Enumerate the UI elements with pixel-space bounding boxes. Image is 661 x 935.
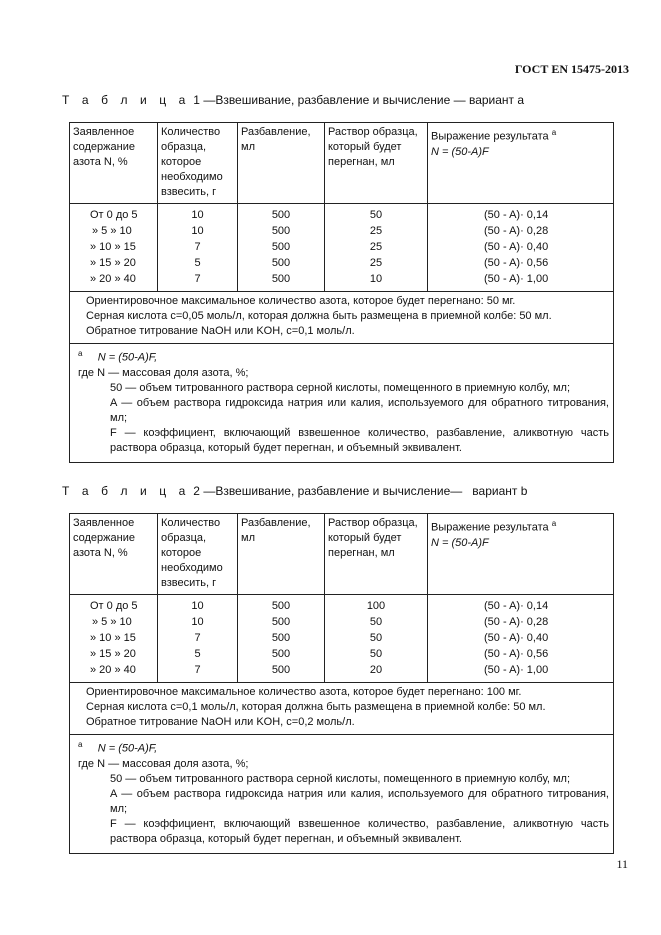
note-line: Серная кислота c=0,1 моль/л, которая должна быть размещена в приемной колбе: 50 мл. — [86, 701, 546, 713]
col-distilled — [325, 595, 428, 682]
table-footnote — [70, 735, 613, 853]
page-number: 11 — [616, 857, 628, 871]
table-cell: (50 - A)· 1,00 — [484, 664, 549, 676]
table-cell: » 20 » 40 — [90, 664, 136, 676]
table-2-caption: Т а б л и ц а 2 —Взвешивание, разбавление и вычисление— вариант b — [62, 484, 528, 498]
col-dilution — [238, 204, 325, 291]
table-cell: 7 — [194, 664, 201, 676]
table-cell: (50 - A)· 0,56 — [484, 648, 549, 660]
header-dilution: Разбавление, мл — [238, 123, 325, 203]
header-distilled: Раствор образца, который будет перегнан, мл — [325, 514, 428, 594]
footnote-where: где N — массовая доля азота, %; — [78, 366, 249, 379]
table-cell: 20 — [369, 664, 383, 676]
table-cell: 50 — [369, 632, 383, 644]
header-mass: Количество образца, которое необходимо взвесить, г — [158, 514, 238, 594]
table-cell: 500 — [271, 616, 291, 628]
table-cell: 10 — [191, 600, 204, 612]
table-1 — [69, 122, 614, 463]
footnote-50: 50 — объем титрованного раствора серной кислоты, помещенного в приемную колбу, мл; — [110, 772, 571, 785]
table-cell: (50 - A)· 0,28 — [484, 225, 549, 237]
note-line: Ориентировочное максимальное количество азота, которое будет перегнано: 100 мг. — [86, 686, 522, 698]
note-line: Ориентировочное максимальное количество азота, которое будет перегнано: 50 мг. — [86, 295, 516, 307]
table-cell: 7 — [194, 273, 201, 285]
table-cell: 500 — [271, 632, 291, 644]
table-1-caption: Т а б л и ц а 1 —Взвешивание, разбавление и вычисление — вариант а — [62, 93, 525, 107]
footnote-a: A — объем раствора гидроксида натрия или калия, используемого для обратного титрования, мл; — [110, 396, 609, 424]
table-cell: 500 — [271, 225, 291, 237]
table-body — [70, 204, 613, 292]
header-distilled: Раствор образца, который будет перегнан, мл — [325, 123, 428, 203]
table-cell: 50 — [369, 209, 383, 221]
table-cell: (50 - A)· 0,40 — [484, 632, 549, 644]
table-cell: 10 — [191, 225, 204, 237]
col-result — [428, 595, 613, 682]
note-line: Серная кислота c=0,05 моль/л, которая должна быть размещена в приемной колбе: 50 мл. — [86, 310, 552, 322]
table-body — [70, 595, 613, 683]
table-cell: 5 — [194, 257, 201, 269]
header-result: Выражение результата $^a$ N = (50-A)F — [431, 519, 557, 549]
table-cell: » 10 » 15 — [90, 632, 136, 644]
note-line: Обратное титрование NaOH или KOH, c=0,1 моль/л. — [86, 325, 355, 337]
table-cell: » 15 » 20 — [90, 257, 136, 269]
table-cell: 25 — [369, 241, 383, 253]
header-dilution: Разбавление, мл — [238, 514, 325, 594]
table-cell: 500 — [271, 600, 291, 612]
table-cell: 10 — [191, 209, 204, 221]
table-footnote — [70, 344, 613, 462]
table-cell: 500 — [271, 664, 291, 676]
table-cell: (50 - A)· 0,56 — [484, 257, 549, 269]
table-cell: 25 — [369, 257, 383, 269]
footnote-50: 50 — объем титрованного раствора серной кислоты, помещенного в приемную колбу, мл; — [110, 381, 571, 394]
table-cell: 100 — [366, 600, 386, 612]
footnote-a: A — объем раствора гидроксида натрия или калия, используемого для обратного титрования, мл; — [110, 787, 609, 815]
header-nitrogen: Заявленное содержание азота N, % — [70, 514, 158, 594]
table-cell: » 10 » 15 — [90, 241, 136, 253]
table-cell: 7 — [194, 241, 201, 253]
table-cell: 10 — [369, 273, 383, 285]
note-line: Обратное титрование NaOH или KOH, c=0,2 моль/л. — [86, 716, 355, 728]
table-cell: 500 — [271, 209, 291, 221]
table-cell: 500 — [271, 273, 291, 285]
table-cell: (50 - A)· 0,28 — [484, 616, 549, 628]
footnote-f: F — коэффициент, включающий взвешенное количество, разбавление, аликвотную часть раствора образца, который будет перегнан, и объемный эквивалент. — [110, 426, 609, 454]
table-cell: От 0 до 5 — [90, 600, 138, 612]
table-cell: 5 — [194, 648, 201, 660]
table-cell: (50 - A)· 0,14 — [484, 600, 549, 612]
col-distilled — [325, 204, 428, 291]
table-header — [70, 514, 613, 595]
table-cell: 10 — [191, 616, 204, 628]
table-2 — [69, 513, 614, 854]
table-header — [70, 123, 613, 204]
table-cell: » 5 » 10 — [92, 225, 132, 237]
footnote-f: F — коэффициент, включающий взвешенное количество, разбавление, аликвотную часть раствора образца, который будет перегнан, и объемный эквивалент. — [110, 817, 609, 845]
footnote-where: где N — массовая доля азота, %; — [78, 757, 249, 770]
col-mass — [158, 595, 238, 682]
table-cell: (50 - A)· 0,14 — [484, 209, 549, 221]
table-cell: 50 — [369, 648, 383, 660]
col-range — [70, 595, 158, 682]
footnote-formula: $^a$ N = (50-A)F, — [78, 349, 158, 364]
table-notes — [70, 683, 613, 735]
col-range — [70, 204, 158, 291]
col-dilution — [238, 595, 325, 682]
footnote-formula: $^a$ N = (50-A)F, — [78, 740, 158, 755]
table-cell: » 20 » 40 — [90, 273, 136, 285]
table-cell: 7 — [194, 632, 201, 644]
table-cell: 500 — [271, 257, 291, 269]
header-result: Выражение результата $^a$ N = (50-A)F — [431, 128, 557, 158]
table-cell: 50 — [369, 616, 383, 628]
document-code: ГОСТ EN 15475-2013 — [514, 62, 629, 76]
table-cell: » 5 » 10 — [92, 616, 132, 628]
table-cell: 500 — [271, 241, 291, 253]
col-mass — [158, 204, 238, 291]
table-cell: От 0 до 5 — [90, 209, 138, 221]
table-cell: 500 — [271, 648, 291, 660]
table-notes — [70, 292, 613, 344]
table-cell: 25 — [369, 225, 383, 237]
table-cell: (50 - A)· 1,00 — [484, 273, 549, 285]
header-mass: Количество образца, которое необходимо взвесить, г — [158, 123, 238, 203]
col-result — [428, 204, 613, 291]
table-cell: (50 - A)· 0,40 — [484, 241, 549, 253]
header-nitrogen: Заявленное содержание азота N, % — [70, 123, 158, 203]
table-cell: » 15 » 20 — [90, 648, 136, 660]
